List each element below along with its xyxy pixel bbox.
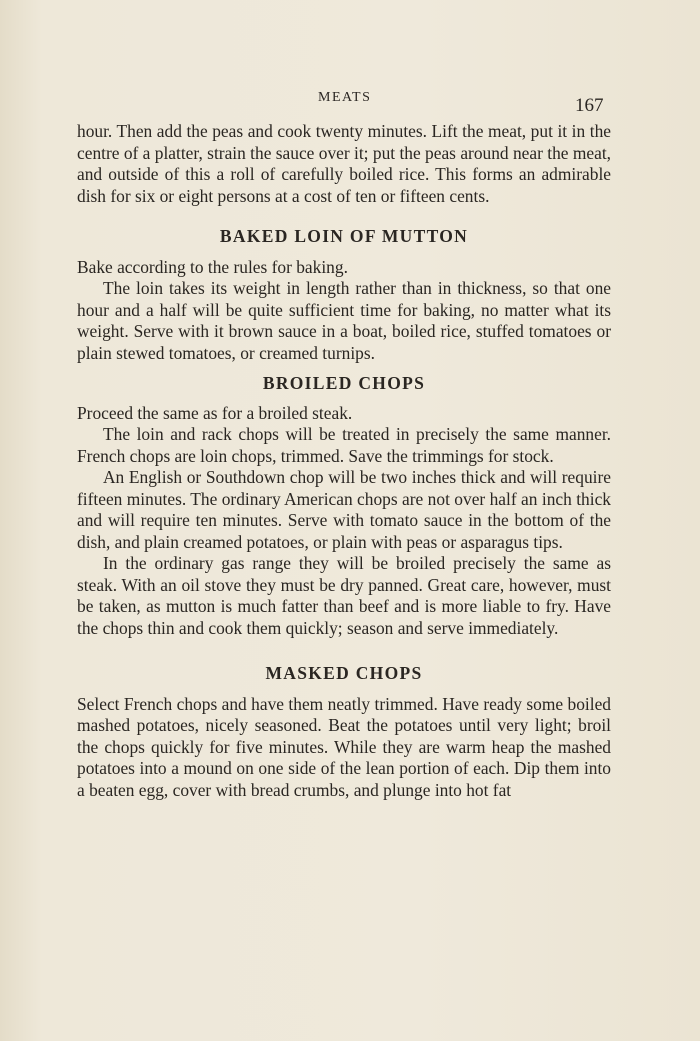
section-heading-broiled-chops: BROILED CHOPS [262, 373, 426, 393]
paragraph: Select French chops and have them neatly trimmed. Have ready some boiled mashed potatoes, nicely seasoned. Beat the potatoes until very light; broil the chops quickly for five minutes. While they are warm heap the mashed potatoes into a mound on one side of the lean portion of each. Dip them into a beaten egg, cover with bread crumbs, and plunge into hot fat [77, 693, 611, 800]
section-heading-masked-chops: MASKED CHOPS [265, 663, 423, 683]
paragraph: In the ordinary gas range they will be broiled precisely the same as steak. With an oil stove they must be dry panned. Great care, however, must be taken, as mutton is much fatter than beef and is more liable to fry. Have the chops thin and cook them quickly; season and serve immediately. [77, 553, 611, 638]
running-head: MEATS [318, 90, 372, 105]
page-number: 167 [575, 95, 604, 116]
paragraph: The loin takes its weight in length rather than in thickness, so that one hour and a half will be quite sufficient time for baking, no matter what its weight. Serve with it brown sauce in a boat, boiled rice, stuffed tomatoes or plain stewed tomatoes, or creamed turnips. [77, 278, 611, 363]
paragraph: The loin and rack chops will be treated in precisely the same manner. French chops are loin chops, trimmed. Save the trimmings for stock. [77, 424, 611, 466]
intro-paragraph: hour. Then add the peas and cook twenty minutes. Lift the meat, put it in the centre of a platter, strain the sauce over it; put the peas around near the meat, and outside of this a roll of carefully boiled rice. This forms an admirable dish for six or eight persons at a cost of ten or fifteen cents. [77, 121, 611, 206]
paragraph: Proceed the same as for a broiled steak. [77, 402, 353, 423]
paragraph: Bake according to the rules for baking. [77, 256, 348, 277]
section-heading-baked-loin: BAKED LOIN OF MUTTON [219, 226, 469, 246]
page-body [77, 121, 611, 801]
paragraph: An English or Southdown chop will be two inches thick and will require fifteen minutes. The ordinary American chops are not over half an inch thick and will require ten minutes. Serve with tomato sauce in the bottom of the dish, and plain creamed potatoes, or plain with peas or asparagus tips. [77, 467, 611, 552]
